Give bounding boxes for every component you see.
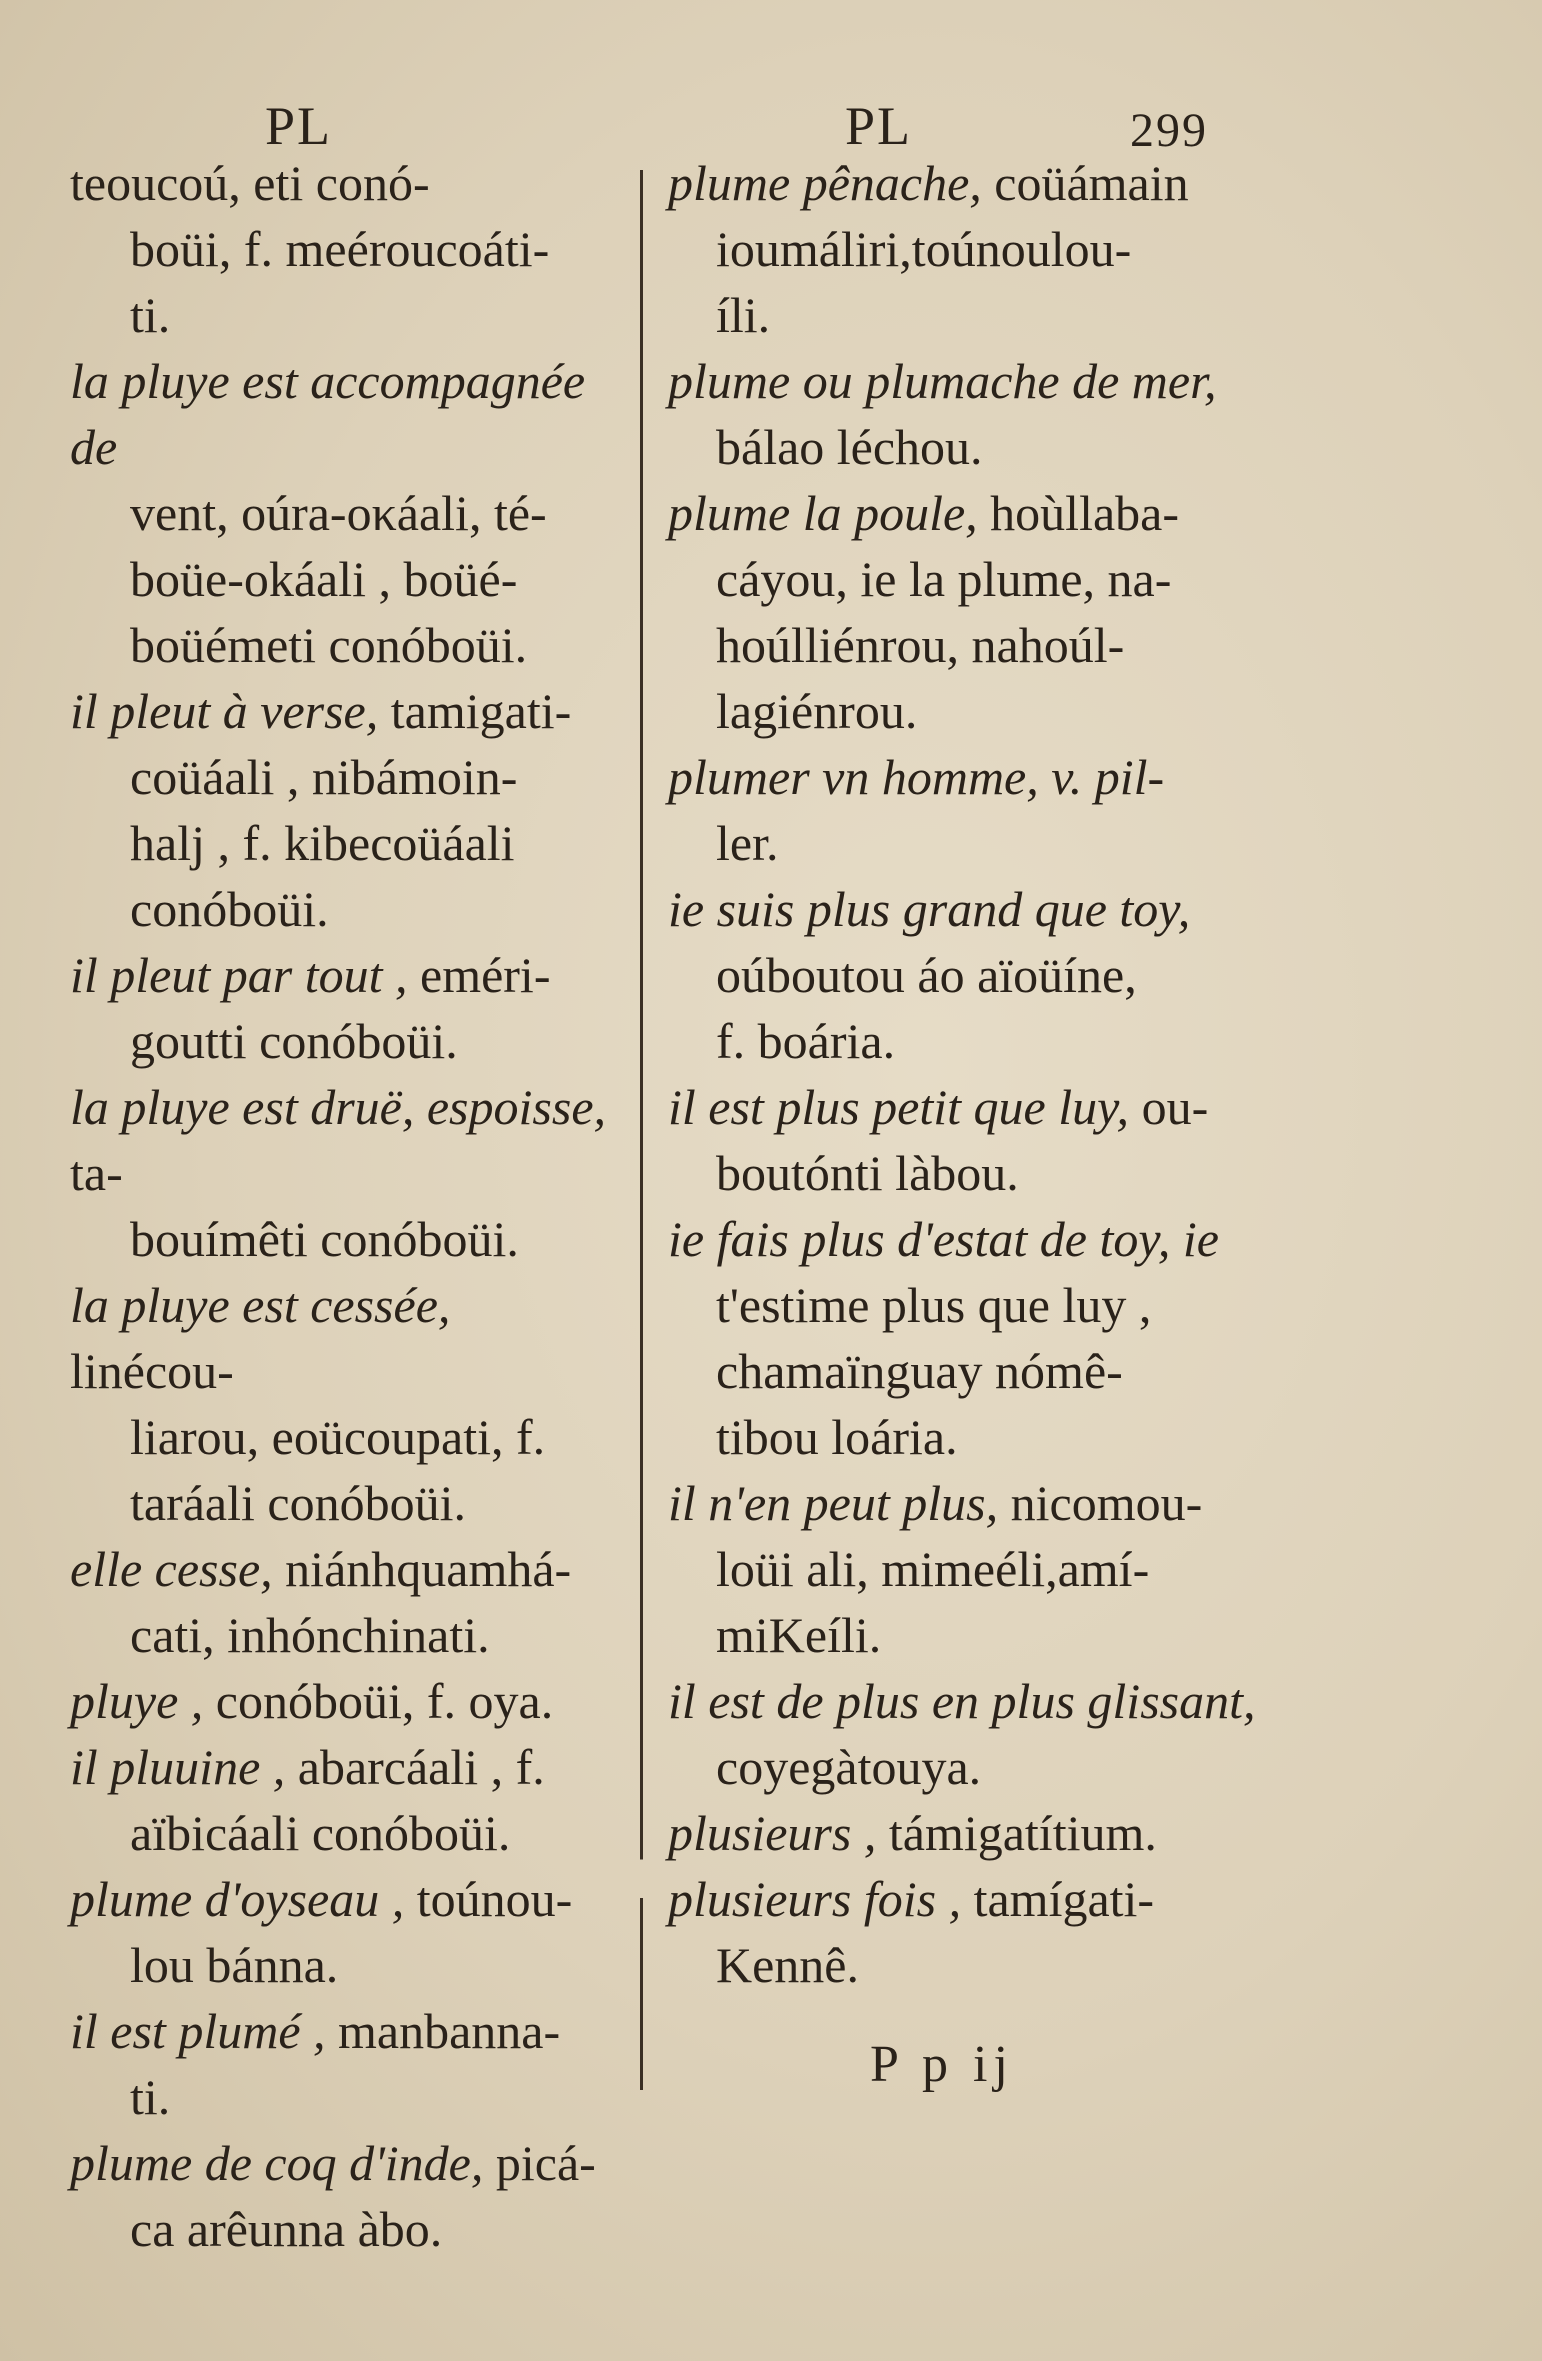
entry-gloss: boüi, f. meéroucoáti- bbox=[130, 221, 550, 277]
entry-gloss: Kennê. bbox=[716, 1937, 859, 1993]
entry-lemma: plume ou plumache de mer, bbox=[668, 353, 1217, 409]
entry-lemma: il pleut par tout , bbox=[70, 947, 420, 1003]
entry-lemma: la pluye est cessée, bbox=[70, 1277, 451, 1333]
dictionary-entry bbox=[668, 744, 1258, 876]
entry-gloss: ti. bbox=[130, 2069, 171, 2125]
dictionary-entry bbox=[70, 1074, 615, 1272]
entry-gloss: abarcáali , f. bbox=[297, 1739, 545, 1795]
entry-gloss: f. boária. bbox=[716, 1013, 896, 1069]
entry-lemma: elle cesse, bbox=[70, 1541, 286, 1597]
entry-gloss: boüémeti conóboüi. bbox=[130, 617, 528, 673]
entry-lemma: la pluye est accompagnée de bbox=[70, 353, 586, 475]
entry-gloss: picá- bbox=[495, 2135, 596, 2191]
entry-gloss: toúnou- bbox=[416, 1871, 573, 1927]
running-head-left: PL bbox=[265, 96, 333, 156]
entry-gloss: lagiénrou. bbox=[716, 683, 918, 739]
entry-gloss: ler. bbox=[716, 815, 779, 871]
dictionary-entry bbox=[668, 348, 1258, 480]
entry-gloss: coüámain bbox=[994, 155, 1189, 211]
entry-gloss: conóboüi, f. oya. bbox=[215, 1673, 554, 1729]
dictionary-entry bbox=[70, 150, 615, 348]
entry-line bbox=[70, 1272, 615, 1404]
entry-gloss: cati, inhónchinati. bbox=[130, 1607, 490, 1663]
entry-gloss: conóboüi. bbox=[130, 881, 329, 937]
entry-gloss: taráali conóboüi. bbox=[130, 1475, 466, 1531]
entry-gloss: hoúlliénrou, nahoúl- bbox=[716, 617, 1125, 673]
entry-lemma: il n'en peut plus, bbox=[668, 1475, 1011, 1531]
dictionary-entry bbox=[70, 942, 615, 1074]
entry-gloss: linécou- bbox=[70, 1343, 234, 1399]
entry-line bbox=[668, 1074, 1258, 1140]
entry-gloss: nicomou- bbox=[1010, 1475, 1203, 1531]
dictionary-entry bbox=[70, 1734, 615, 1866]
column-divider bbox=[640, 170, 643, 2090]
entry-lemma: pluye , bbox=[70, 1673, 216, 1729]
entry-gloss: miKeíli. bbox=[716, 1607, 882, 1663]
dictionary-entry bbox=[668, 1668, 1258, 1800]
entry-line bbox=[668, 1800, 1258, 1866]
entry-gloss: bálao léchou. bbox=[716, 419, 983, 475]
entry-line bbox=[668, 1470, 1258, 1536]
entry-gloss: boüe-okáali , boüé- bbox=[130, 551, 518, 607]
entry-gloss: tamigati- bbox=[390, 683, 572, 739]
entry-lemma: la pluye est druë, espoisse, bbox=[70, 1079, 607, 1135]
entry-gloss: goutti conóboüi. bbox=[130, 1013, 458, 1069]
entry-gloss: támigatítium. bbox=[888, 1805, 1157, 1861]
dictionary-entry bbox=[70, 2130, 615, 2262]
entry-gloss: íli. bbox=[716, 287, 771, 343]
entry-gloss: manbanna- bbox=[338, 2003, 561, 2059]
entry-line bbox=[668, 1866, 1258, 1932]
dictionary-entry bbox=[70, 1272, 615, 1536]
entry-gloss: vent, oúra-oκáali, té- bbox=[130, 485, 547, 541]
entry-gloss: oúboutou áo aïoüíne, bbox=[716, 947, 1137, 1003]
dictionary-entry bbox=[70, 348, 615, 678]
entry-gloss: niánhquamhá- bbox=[285, 1541, 572, 1597]
dictionary-entry bbox=[70, 678, 615, 942]
dictionary-entry bbox=[70, 1866, 615, 1998]
dictionary-entry bbox=[668, 150, 1258, 348]
entry-lemma: plusieurs fois , bbox=[668, 1871, 974, 1927]
entry-gloss: chamaïnguay nómê- bbox=[716, 1343, 1123, 1399]
entry-lemma: plumer vn homme, v. pil- bbox=[668, 749, 1165, 805]
entry-gloss: loüi ali, mimeéli,amí- bbox=[716, 1541, 1150, 1597]
entry-line bbox=[70, 2130, 615, 2196]
entry-gloss: ou- bbox=[1141, 1079, 1209, 1135]
signature-mark: P p ij bbox=[870, 2036, 1014, 2093]
entry-gloss: ioumáliri,toúnoulou- bbox=[716, 221, 1132, 277]
entry-lemma: il est plus petit que luy, bbox=[668, 1079, 1142, 1135]
entry-lemma: plume la poule, bbox=[668, 485, 991, 541]
entry-gloss: tamígati- bbox=[973, 1871, 1155, 1927]
entry-lemma: ie suis plus grand que toy, bbox=[668, 881, 1191, 937]
entry-gloss: liarou, eoücoupati, f. bbox=[130, 1409, 546, 1465]
entry-line bbox=[70, 1668, 615, 1734]
dictionary-entry bbox=[70, 1668, 615, 1734]
entry-gloss: coüáali , nibámoin- bbox=[130, 749, 518, 805]
entry-line bbox=[70, 1074, 615, 1206]
entry-lemma: il pleut à verse, bbox=[70, 683, 391, 739]
entry-lemma: ie fais plus d'estat de toy, ie bbox=[668, 1211, 1219, 1267]
entry-gloss: boutónti làbou. bbox=[716, 1145, 1019, 1201]
left-column bbox=[70, 150, 615, 2262]
entry-lemma: plusieurs , bbox=[668, 1805, 889, 1861]
entry-gloss: eméri- bbox=[420, 947, 551, 1003]
entry-gloss: tibou loária. bbox=[716, 1409, 958, 1465]
entry-gloss: t'estime plus que luy , bbox=[716, 1277, 1152, 1333]
entry-line bbox=[668, 150, 1258, 216]
entry-lemma: plume pênache, bbox=[668, 155, 995, 211]
entry-gloss: halj , f. kibecoüáali bbox=[130, 815, 515, 871]
dictionary-entry bbox=[668, 1866, 1258, 1998]
entry-lemma: il est de plus en plus glissant, bbox=[668, 1673, 1256, 1729]
entry-line bbox=[70, 1998, 615, 2064]
entry-gloss: teoucoú, eti conó- bbox=[70, 155, 430, 211]
dictionary-entry bbox=[668, 480, 1258, 744]
entry-gloss: ta- bbox=[70, 1145, 123, 1201]
entry-line bbox=[668, 480, 1258, 546]
dictionary-entry bbox=[70, 1536, 615, 1668]
entry-gloss: aïbicáali conóboüi. bbox=[130, 1805, 511, 1861]
dictionary-entry bbox=[668, 1800, 1258, 1866]
page-number: 299 bbox=[1130, 104, 1208, 157]
entry-gloss: ca arêunna àbo. bbox=[130, 2201, 443, 2257]
dictionary-entry bbox=[668, 1470, 1258, 1668]
entry-line bbox=[70, 678, 615, 744]
entry-gloss: bouímêti conóboüi. bbox=[130, 1211, 519, 1267]
entry-gloss: hoùllaba- bbox=[990, 485, 1179, 541]
entry-line bbox=[70, 1536, 615, 1602]
entry-gloss: cáyou, ie la plume, na- bbox=[716, 551, 1172, 607]
entry-lemma: plume de coq d'inde, bbox=[70, 2135, 496, 2191]
entry-gloss: ti. bbox=[130, 287, 171, 343]
entry-lemma: il pluuine , bbox=[70, 1739, 298, 1795]
entry-line bbox=[70, 942, 615, 1008]
entry-line bbox=[70, 1734, 615, 1800]
entry-gloss: coyegàtouya. bbox=[716, 1739, 982, 1795]
running-head-right: PL bbox=[845, 96, 913, 156]
right-column bbox=[668, 150, 1258, 1998]
entry-gloss: lou bánna. bbox=[130, 1937, 339, 1993]
entry-line bbox=[70, 1866, 615, 1932]
dictionary-entry bbox=[668, 876, 1258, 1074]
entry-lemma: plume d'oyseau , bbox=[70, 1871, 417, 1927]
entry-lemma: il est plumé , bbox=[70, 2003, 339, 2059]
dictionary-entry bbox=[668, 1074, 1258, 1206]
dictionary-entry bbox=[70, 1998, 615, 2130]
dictionary-entry bbox=[668, 1206, 1258, 1470]
